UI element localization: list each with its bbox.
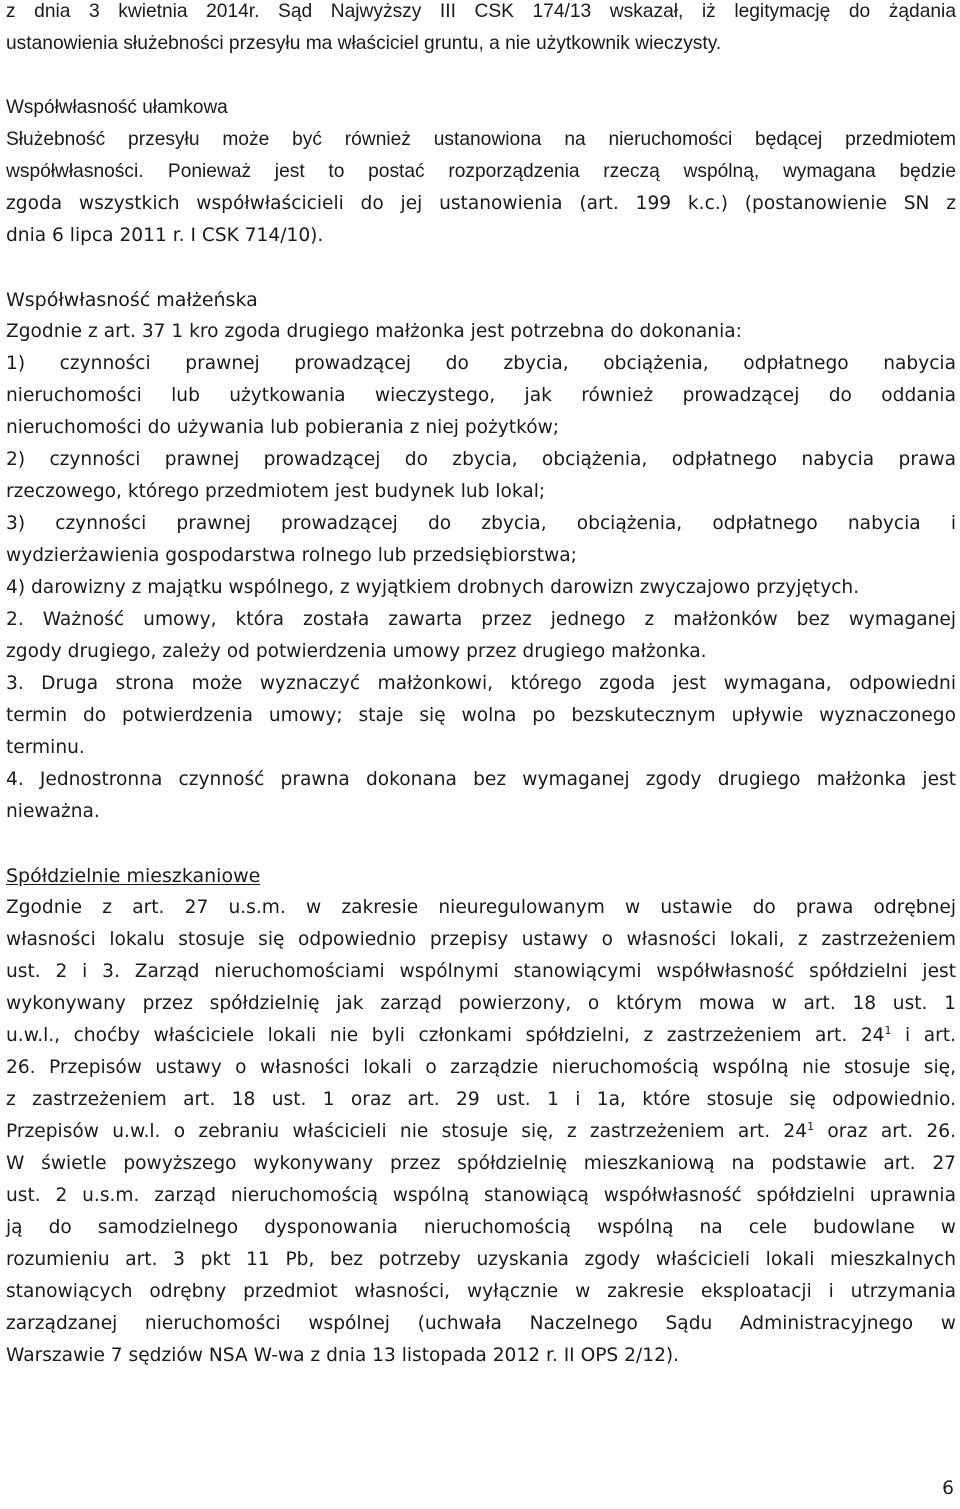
section-line-part: Ponieważ jest to postać rozporządzenia rzeczą wspólną, wymagana będzie [167, 161, 956, 182]
paragraph-line: ust. 2 i 3. Zarząd nieruchomościami wspólnymi stanowiącymi współwłasność spółdzielni jest [6, 961, 956, 982]
line-text: u.w.l., choćby właściciele lokali nie byli członkami spółdzielni, z zastrzeżeniem art. 24 [6, 1025, 885, 1046]
paragraph-line: własności lokalu stosuje się odpowiednio przepisy ustawy o własności lokali, z zastrzeżeniem [6, 929, 956, 950]
paragraph-line: Zgodnie z art. 27 u.s.m. w zakresie nieuregulowanym w ustawie do prawa odrębnej [6, 897, 956, 918]
list-item: nieruchomości do używania lub pobierania z niej pożytków; [6, 417, 560, 438]
list-item: rzeczowego, którego przedmiotem jest budynek lub lokal; [6, 481, 546, 502]
section-heading-ulamkowa: Współwłasność ułamkowa [6, 97, 228, 118]
paragraph-line: 4. Jednostronna czynność prawna dokonana bez wymaganej zgody drugiego małżonka jest [6, 769, 956, 790]
paragraph-line: zarządzanej nieruchomości wspólnej (uchwała Naczelnego Sądu Administracyjnego w [6, 1313, 956, 1334]
section-line-part: współwłasności. [6, 161, 144, 182]
paragraph-line: ust. 2 u.s.m. zarząd nieruchomością wspólną stanowiącą współwłasność spółdzielni uprawnia [6, 1185, 956, 1206]
section-line: zgoda wszystkich współwłaścicieli do jej ustanowienia (art. 199 k.c.) (postanowienie SN z [6, 193, 956, 214]
paragraph-line: terminu. [6, 737, 85, 758]
section-heading-malzenska: Współwłasność małżeńska [6, 289, 258, 311]
paragraph-line: 26. Przepisów ustawy o własności lokali o zarządzie nieruchomością wspólną nie stosuje się, [6, 1057, 956, 1078]
section-heading-spoldzielnie: Spółdzielnie mieszkaniowe [6, 865, 261, 887]
list-item: wydzierżawienia gospodarstwa rolnego lub przedsiębiorstwa; [6, 545, 577, 566]
section-line: dnia 6 lipca 2011 r. I CSK 714/10). [6, 225, 324, 246]
paragraph-line: z zastrzeżeniem art. 18 ust. 1 oraz art. 29 ust. 1 i 1a, które stosuje się odpowiednio. [6, 1089, 956, 1110]
section-line: Służebność przesyłu może być również ustanowiona na nieruchomości będącej przedmiotem [6, 129, 956, 150]
paragraph-line [6, 1025, 956, 1047]
paragraph-line: ją do samodzielnego dysponowania nieruchomością wspólną na cele budowlane w [6, 1217, 956, 1238]
list-item: 2) czynności prawnej prowadzącej do zbycia, obciążenia, odpłatnego nabycia prawa [6, 449, 956, 470]
page-number: 6 [942, 1478, 954, 1499]
superscript: 1 [884, 1024, 892, 1037]
intro-line: z dnia 3 kwietnia 2014r. Sąd Najwyższy III CSK 174/13 wskazał, iż legitymację do żądania [6, 1, 956, 22]
paragraph-line: wykonywany przez spółdzielnię jak zarząd powierzony, o którym mowa w art. 18 ust. 1 [6, 993, 956, 1014]
paragraph-line: termin do potwierdzenia umowy; staje się wolna po bezskutecznym upływie wyznaczonego [6, 705, 956, 726]
paragraph-line: stanowiących odrębny przedmiot własności, wyłącznie w zakresie eksploatacji i utrzymania [6, 1281, 956, 1302]
paragraph-line: zgody drugiego, zależy od potwierdzenia umowy przez drugiego małżonka. [6, 641, 707, 662]
line-text: i art. [891, 1025, 957, 1046]
paragraph-line: rozumieniu art. 3 pkt 11 Pb, bez potrzeby uzyskania zgody właścicieli lokali mieszkalnych [6, 1249, 956, 1270]
line-text: oraz art. 26. [814, 1121, 956, 1142]
list-item: 1) czynności prawnej prowadzącej do zbycia, obciążenia, odpłatnego nabycia [6, 353, 956, 374]
paragraph-line: Warszawie 7 sędziów NSA W-wa z dnia 13 listopada 2012 r. II OPS 2/12). [6, 1345, 680, 1366]
superscript: 1 [807, 1120, 815, 1133]
paragraph-line: 3. Druga strona może wyznaczyć małżonkowi, którego zgoda jest wymagana, odpowiedni [6, 673, 956, 694]
list-item: 4) darowizny z majątku wspólnego, z wyjątkiem drobnych darowizn zwyczajowo przyjętych. [6, 577, 860, 598]
paragraph-line: W świetle powyższego wykonywany przez spółdzielnię mieszkaniową na podstawie art. 27 [6, 1153, 956, 1174]
paragraph-line [6, 1121, 956, 1143]
section-line: Zgodnie z art. 37 1 kro zgoda drugiego małżonka jest potrzebna do dokonania: [6, 321, 742, 342]
section-line [6, 161, 956, 183]
line-text: Przepisów u.w.l. o zebraniu właścicieli nie stosuje się, z zastrzeżeniem art. 24 [6, 1121, 808, 1142]
list-item: nieruchomości lub użytkowania wieczystego, jak również prowadzącej do oddania [6, 385, 956, 406]
paragraph-line: 2. Ważność umowy, która została zawarta przez jednego z małżonków bez wymaganej [6, 609, 956, 630]
list-item: 3) czynności prawnej prowadzącej do zbycia, obciążenia, odpłatnego nabycia i [6, 513, 956, 534]
intro-line: ustanowienia służebności przesyłu ma właściciel gruntu, a nie użytkownik wieczysty. [6, 33, 722, 54]
paragraph-line: nieważna. [6, 801, 100, 822]
